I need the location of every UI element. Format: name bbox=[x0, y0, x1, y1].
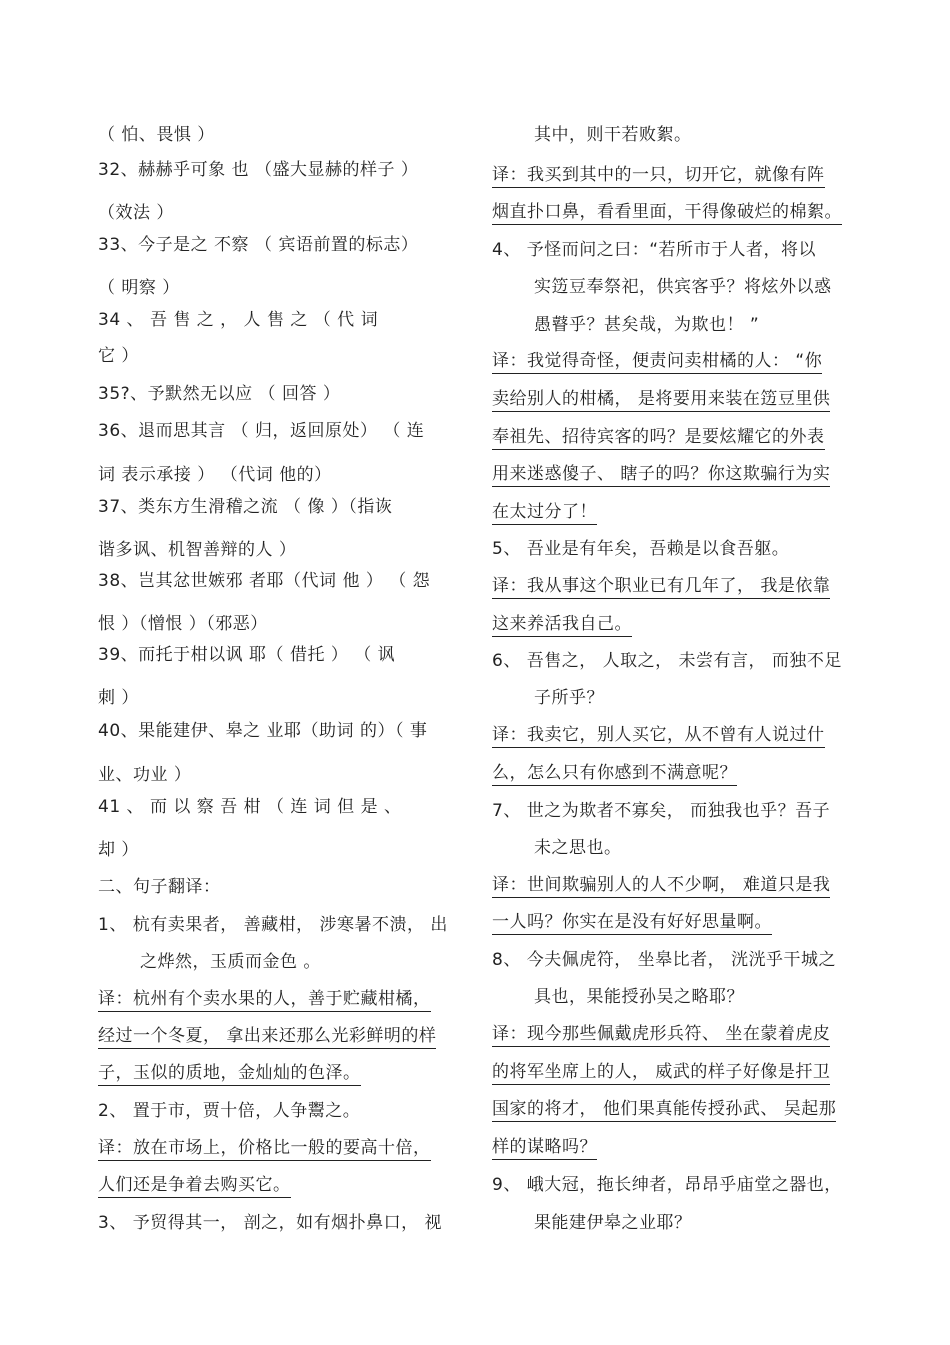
text-line: 36、退而思其言 （ 归，返回原处） （ 连 bbox=[98, 421, 425, 441]
sentence-line: 4、 予怪而问之曰：“若所市于人者，将以 bbox=[492, 240, 817, 260]
text-line: （ 明察 ） bbox=[98, 278, 180, 298]
sentence-line: 子所乎？ bbox=[534, 688, 604, 708]
translation-line: 在太过分了！ bbox=[492, 501, 597, 525]
translation-line: 国家的将才， 他们果真能传授孙武、 吴起那 bbox=[492, 1098, 836, 1122]
sentence-line: 1、 杭有卖果者， 善藏柑， 涉寒暑不溃， 出 bbox=[98, 915, 448, 935]
sentence-line: 9、 峨大冠，拖长绅者，昂昂乎庙堂之器也， bbox=[492, 1175, 842, 1195]
sentence-line: 3、 予贸得其一， 剖之，如有烟扑鼻口， 视 bbox=[98, 1213, 443, 1233]
translation-line: 卖给别人的柑橘， 是将要用来装在笾豆里供 bbox=[492, 388, 830, 412]
sentence-line: 7、 世之为欺者不寡矣， 而独我也乎？吾子 bbox=[492, 801, 831, 821]
section-heading: 二、句子翻译： bbox=[98, 877, 221, 897]
text-line: 32、赫赫乎可象 也 （盛大显赫的样子 ） bbox=[98, 160, 419, 180]
translation-line: 译：我觉得奇怪，便责问卖柑橘的人： “你 bbox=[492, 350, 822, 374]
text-line: 40、果能建伊、皋之 业耶（助词 的）（ 事 bbox=[98, 721, 428, 741]
translation-line: 译：杭州有个卖水果的人，善于贮藏柑橘， bbox=[98, 988, 431, 1012]
translation-line: 用来迷惑傻子、 瞎子的吗？你这欺骗行为实 bbox=[492, 463, 830, 487]
translation-line: 人们还是争着去购买它。 bbox=[98, 1174, 291, 1198]
text-line: 39、而托于柑以讽 耶（ 借托 ） （ 讽 bbox=[98, 645, 396, 665]
translation-line: 的将军坐席上的人， 威武的样子好像是扞卫 bbox=[492, 1061, 830, 1085]
sentence-line: 5、 吾业是有年矣，吾赖是以食吾躯。 bbox=[492, 539, 790, 559]
sentence-line: 具也，果能授孙吴之略耶？ bbox=[534, 987, 744, 1007]
translation-line: 译：我卖它，别人买它，从不曾有人说过什 bbox=[492, 724, 825, 748]
sentence-line: 未之思也。 bbox=[534, 838, 622, 858]
translation-line: 译：世间欺骗别人的人不少啊， 难道只是我 bbox=[492, 874, 830, 898]
text-line: 业、功业 ） bbox=[98, 765, 192, 785]
translation-line: 烟直扑口鼻，看看里面，干得像破烂的棉絮。 bbox=[492, 201, 842, 225]
text-line: 33、今子是之 不察 （ 宾语前置的标志） bbox=[98, 235, 419, 255]
text-line: 35?、予默然无以应 （ 回答 ） bbox=[98, 384, 341, 404]
text-line: 37、类东方生滑稽之流 （ 像 ）（指诙 bbox=[98, 497, 393, 517]
sentence-line: 实笾豆奉祭祀，供宾客乎？将炫外以惑 bbox=[534, 277, 832, 297]
translation-line: 译：我买到其中的一只，切开它，就像有阵 bbox=[492, 164, 825, 188]
text-line: 恨 ）（憎恨 ）（邪恶） bbox=[98, 614, 268, 634]
text-line: 词 表示承接 ） （代词 他的） bbox=[98, 465, 332, 485]
translation-line: 译：现今那些佩戴虎形兵符、 坐在蒙着虎皮 bbox=[492, 1023, 830, 1047]
text-line: 刺 ） bbox=[98, 688, 139, 708]
translation-line: 经过一个冬夏， 拿出来还那么光彩鲜明的样 bbox=[98, 1025, 436, 1049]
sentence-line: 之烨然，玉质而金色 。 bbox=[140, 952, 321, 972]
sentence-line: 果能建伊皋之业耶？ bbox=[534, 1213, 692, 1233]
sentence-line: 其中，则干若败絮。 bbox=[534, 125, 692, 145]
text-line: 它 ） bbox=[98, 346, 139, 366]
translation-line: 译：我从事这个职业已有几年了， 我是依靠 bbox=[492, 575, 830, 599]
text-line: 却 ） bbox=[98, 840, 139, 860]
translation-line: 样的谋略吗？ bbox=[492, 1136, 597, 1160]
text-line: 41 、 而 以 察 吾 柑 （ 连 词 但 是 、 bbox=[98, 797, 402, 817]
text-line: 38、岂其忿世嫉邪 者耶（代词 他 ） （ 怨 bbox=[98, 571, 431, 591]
translation-line: 这来养活我自己。 bbox=[492, 613, 632, 637]
translation-line: 译：放在市场上，价格比一般的要高十倍， bbox=[98, 1137, 431, 1161]
text-line: 谐多讽、机智善辩的人 ） bbox=[98, 540, 297, 560]
text-line: （ 怕、畏惧 ） bbox=[98, 125, 215, 145]
translation-line: 么，怎么只有你感到不满意呢？ bbox=[492, 762, 737, 786]
sentence-line: 6、 吾售之， 人取之， 未尝有言， 而独不足 bbox=[492, 651, 842, 671]
sentence-line: 8、 今夫佩虎符， 坐皋比者， 洸洸乎干城之 bbox=[492, 950, 837, 970]
text-line: 34 、 吾 售 之 ， 人 售 之 （ 代 词 bbox=[98, 310, 379, 330]
sentence-line: 2、 置于市，贾十倍，人争鬻之。 bbox=[98, 1101, 361, 1121]
translation-line: 一人吗？你实在是没有好好思量啊。 bbox=[492, 911, 772, 935]
translation-line: 奉祖先、招待宾客的吗？是要炫耀它的外表 bbox=[492, 426, 825, 450]
sentence-line: 愚瞽乎？甚矣哉，为欺也！ ” bbox=[534, 315, 760, 335]
text-line: （效法 ） bbox=[98, 203, 174, 223]
translation-line: 子，玉似的质地，金灿灿的色泽。 bbox=[98, 1062, 361, 1086]
